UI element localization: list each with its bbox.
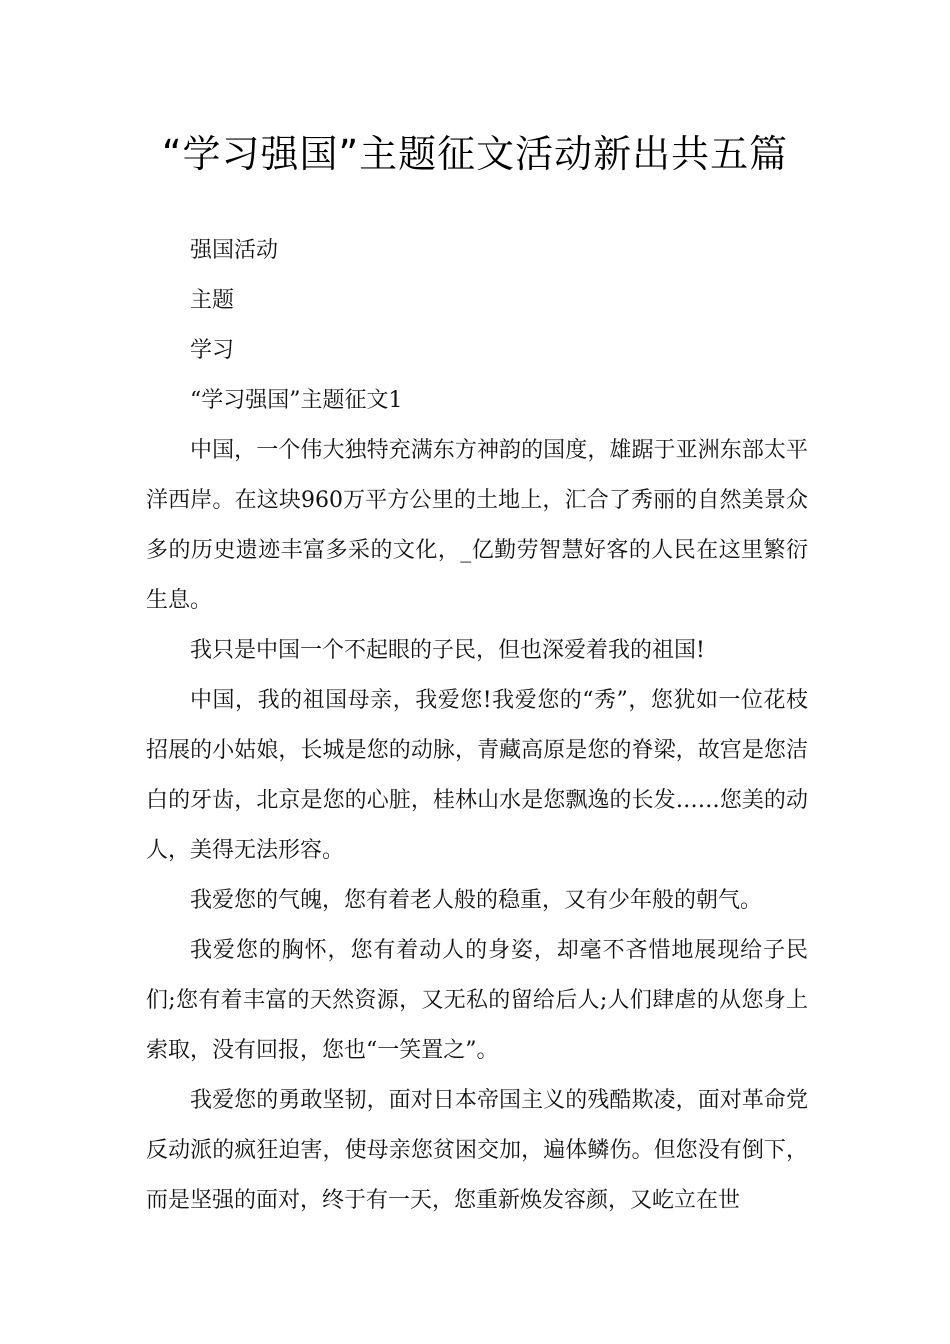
paragraph: 中国，我的祖国母亲，我爱您!我爱您的“秀”，您犹如一位花枝招展的小姑娘，长城是您的动脉，青藏高原是您的脊梁，故宫是您洁白的牙齿，北京是您的心脏，桂林山水是您飘逸的长发……您美的动人，美得无法形容。 bbox=[146, 688, 808, 863]
paragraph: 我爱您的气魄，您有着老人般的稳重，又有少年般的朝气。 bbox=[190, 888, 763, 913]
paragraph: 中国，一个伟大独特充满东方神韵的国度，雄踞于亚洲东部太平洋西岸。在这块960万平方公里的土地上，汇合了秀丽的自然美景众多的历史遗迹丰富多采的文化，_亿勤劳智慧好客的人民在这里繁衍生息。 bbox=[146, 438, 808, 613]
document-body bbox=[146, 226, 808, 1226]
paragraph: “学习强国”主题征文1 bbox=[190, 388, 403, 413]
paragraph: 我爱您的勇敢坚韧，面对日本帝国主义的残酷欺凌，面对革命党反动派的疯狂迫害，使母亲您贫困交加，遍体鳞伤。但您没有倒下，而是坚强的面对，终于有一天，您重新焕发容颜，又屹立在世 bbox=[146, 1088, 808, 1213]
document-title: “学习强国”主题征文活动新出共五篇 bbox=[161, 132, 789, 176]
paragraph: 我只是中国一个不起眼的子民，但也深爱着我的祖国! bbox=[190, 638, 705, 663]
paragraph: 强国活动 bbox=[190, 238, 279, 263]
paragraph: 主题 bbox=[190, 288, 235, 313]
paragraph: 我爱您的胸怀，您有着动人的身姿，却毫不吝惜地展现给子民们;您有着丰富的天然资源，又无私的留给后人;人们肆虐的从您身上索取，没有回报，您也“一笑置之”。 bbox=[146, 938, 808, 1063]
paragraph: 学习 bbox=[190, 338, 235, 363]
